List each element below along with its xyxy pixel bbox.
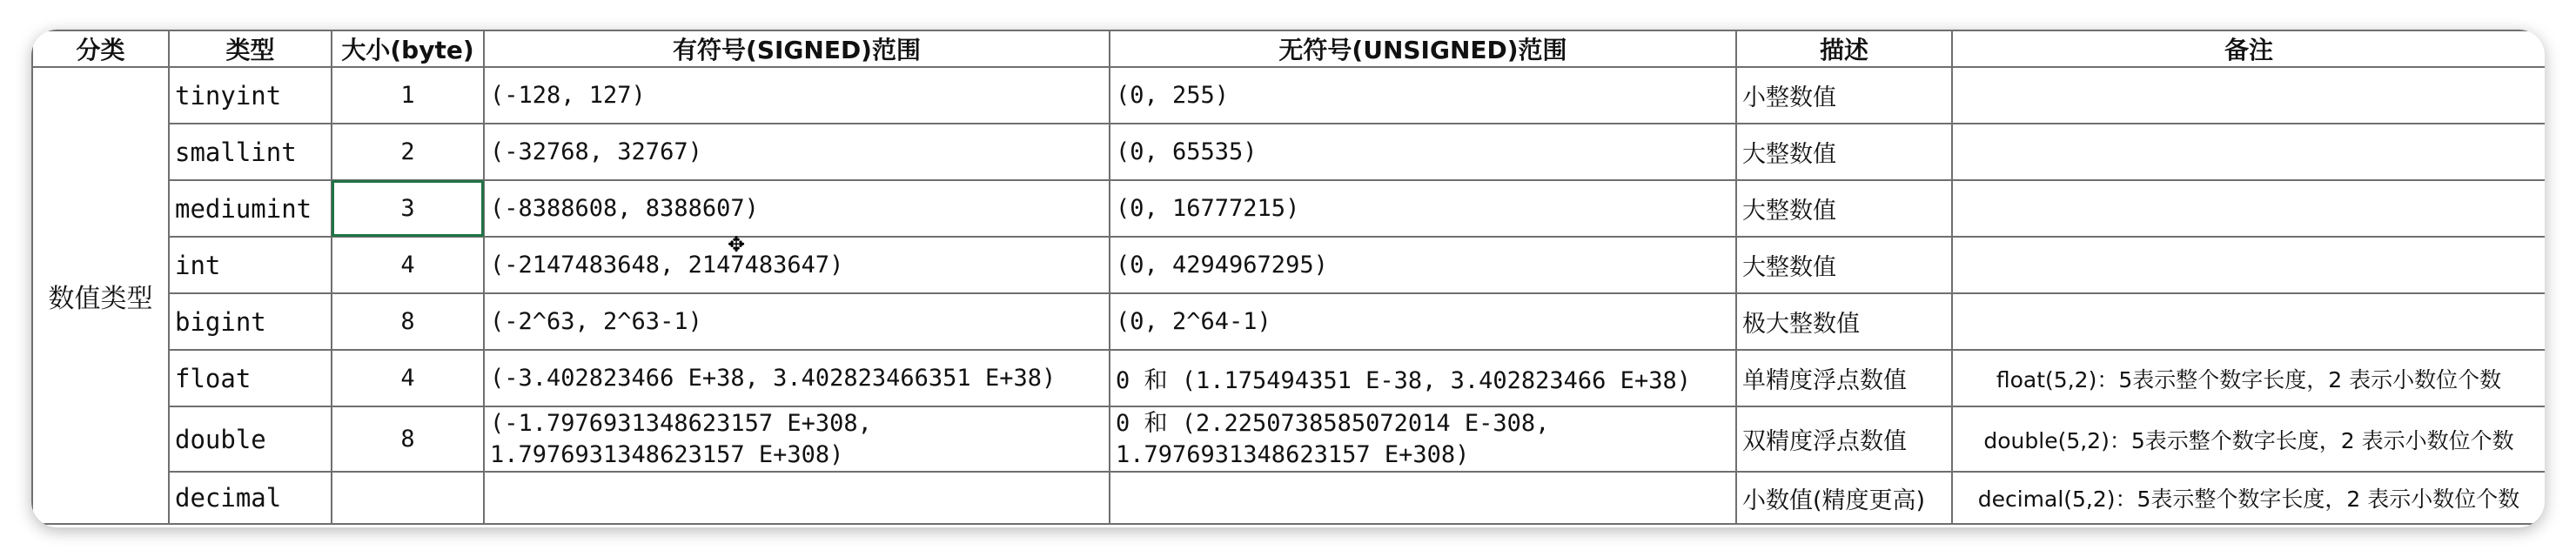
type-cell[interactable]: float bbox=[169, 350, 332, 406]
unsigned-range-cell[interactable]: (0, 16777215) bbox=[1110, 180, 1736, 237]
signed-range-cell[interactable] bbox=[484, 472, 1110, 524]
header-category[interactable]: 分类 bbox=[32, 30, 169, 67]
signed-range-line: 1.7976931348623157 E+308) bbox=[490, 440, 844, 468]
size-cell[interactable]: 2 bbox=[332, 124, 484, 180]
size-cell[interactable]: 8 bbox=[332, 293, 484, 350]
signed-range-cell[interactable]: (-8388608, 8388607) bbox=[484, 180, 1110, 237]
description-cell[interactable]: 小整数值 bbox=[1736, 67, 1952, 124]
description-cell[interactable]: 极大整数值 bbox=[1736, 293, 1952, 350]
table-row bbox=[32, 237, 2545, 293]
unsigned-range-cell[interactable]: (0, 255) bbox=[1110, 67, 1736, 124]
note-cell[interactable]: double(5,2)：5表示整个数字长度，2 表示小数位个数 bbox=[1952, 406, 2545, 472]
note-cell[interactable]: decimal(5,2)：5表示整个数字长度，2 表示小数位个数 bbox=[1952, 472, 2545, 524]
signed-range-cell[interactable]: (-2147483648, 2147483647) bbox=[484, 237, 1110, 293]
type-cell[interactable]: bigint bbox=[169, 293, 332, 350]
size-cell[interactable]: 4 bbox=[332, 237, 484, 293]
description-cell[interactable]: 双精度浮点数值 bbox=[1736, 406, 1952, 472]
description-cell[interactable]: 大整数值 bbox=[1736, 237, 1952, 293]
table-row bbox=[32, 350, 2545, 406]
note-cell[interactable] bbox=[1952, 124, 2545, 180]
note-cell[interactable] bbox=[1952, 180, 2545, 237]
mouse-cursor-icon: ✥ bbox=[728, 232, 746, 257]
table-row bbox=[32, 406, 2545, 472]
signed-range-cell[interactable]: (-128, 127) bbox=[484, 67, 1110, 124]
unsigned-range-cell[interactable]: 0 和 (1.175494351 E-38, 3.402823466 E+38) bbox=[1110, 350, 1736, 406]
type-cell[interactable]: smallint bbox=[169, 124, 332, 180]
unsigned-range-cell[interactable] bbox=[1110, 472, 1736, 524]
unsigned-range-cell[interactable]: (0, 4294967295) bbox=[1110, 237, 1736, 293]
size-cell[interactable] bbox=[332, 472, 484, 524]
table-row bbox=[32, 180, 2545, 237]
table-row bbox=[32, 293, 2545, 350]
description-cell[interactable]: 大整数值 bbox=[1736, 124, 1952, 180]
note-cell[interactable] bbox=[1952, 293, 2545, 350]
description-cell[interactable]: 小数值(精度更高) bbox=[1736, 472, 1952, 524]
type-cell[interactable]: double bbox=[169, 406, 332, 472]
unsigned-range-line: 1.7976931348623157 E+308) bbox=[1116, 440, 1470, 468]
table-row bbox=[32, 472, 2545, 524]
header-unsigned-range[interactable]: 无符号(UNSIGNED)范围 bbox=[1110, 30, 1736, 67]
size-cell[interactable]: 1 bbox=[332, 67, 484, 124]
header-row bbox=[32, 30, 2545, 67]
header-description[interactable]: 描述 bbox=[1736, 30, 1952, 67]
unsigned-range-cell[interactable]: (0, 2^64-1) bbox=[1110, 293, 1736, 350]
type-cell[interactable]: mediumint bbox=[169, 180, 332, 237]
description-cell[interactable]: 大整数值 bbox=[1736, 180, 1952, 237]
header-signed-range[interactable]: 有符号(SIGNED)范围 bbox=[484, 30, 1110, 67]
table-row bbox=[32, 124, 2545, 180]
type-cell[interactable]: tinyint bbox=[169, 67, 332, 124]
category-cell[interactable]: 数值类型 bbox=[32, 67, 169, 524]
description-cell[interactable]: 单精度浮点数值 bbox=[1736, 350, 1952, 406]
size-cell[interactable]: 8 bbox=[332, 406, 484, 472]
signed-range-cell[interactable] bbox=[484, 406, 1110, 472]
header-note[interactable]: 备注 bbox=[1952, 30, 2545, 67]
signed-range-cell[interactable]: (-3.402823466 E+38, 3.402823466351 E+38) bbox=[484, 350, 1110, 406]
signed-range-cell[interactable]: (-2^63, 2^63-1) bbox=[484, 293, 1110, 350]
spreadsheet-window bbox=[31, 30, 2545, 527]
numeric-types-table bbox=[31, 30, 2545, 525]
signed-range-cell[interactable]: (-32768, 32767) bbox=[484, 124, 1110, 180]
type-cell[interactable]: int bbox=[169, 237, 332, 293]
note-cell[interactable]: float(5,2)：5表示整个数字长度，2 表示小数位个数 bbox=[1952, 350, 2545, 406]
header-size[interactable]: 大小(byte) bbox=[332, 30, 484, 67]
table-row bbox=[32, 67, 2545, 124]
note-cell[interactable] bbox=[1952, 67, 2545, 124]
header-type[interactable]: 类型 bbox=[169, 30, 332, 67]
unsigned-range-cell[interactable] bbox=[1110, 406, 1736, 472]
note-cell[interactable] bbox=[1952, 237, 2545, 293]
unsigned-range-line: 0 和 (2.2250738585072014 E-308, bbox=[1116, 409, 1550, 437]
type-cell[interactable]: decimal bbox=[169, 472, 332, 524]
unsigned-range-cell[interactable]: (0, 65535) bbox=[1110, 124, 1736, 180]
size-cell-selected[interactable]: 3 bbox=[332, 180, 484, 237]
signed-range-line: (-1.7976931348623157 E+308, bbox=[490, 409, 872, 437]
size-cell[interactable]: 4 bbox=[332, 350, 484, 406]
